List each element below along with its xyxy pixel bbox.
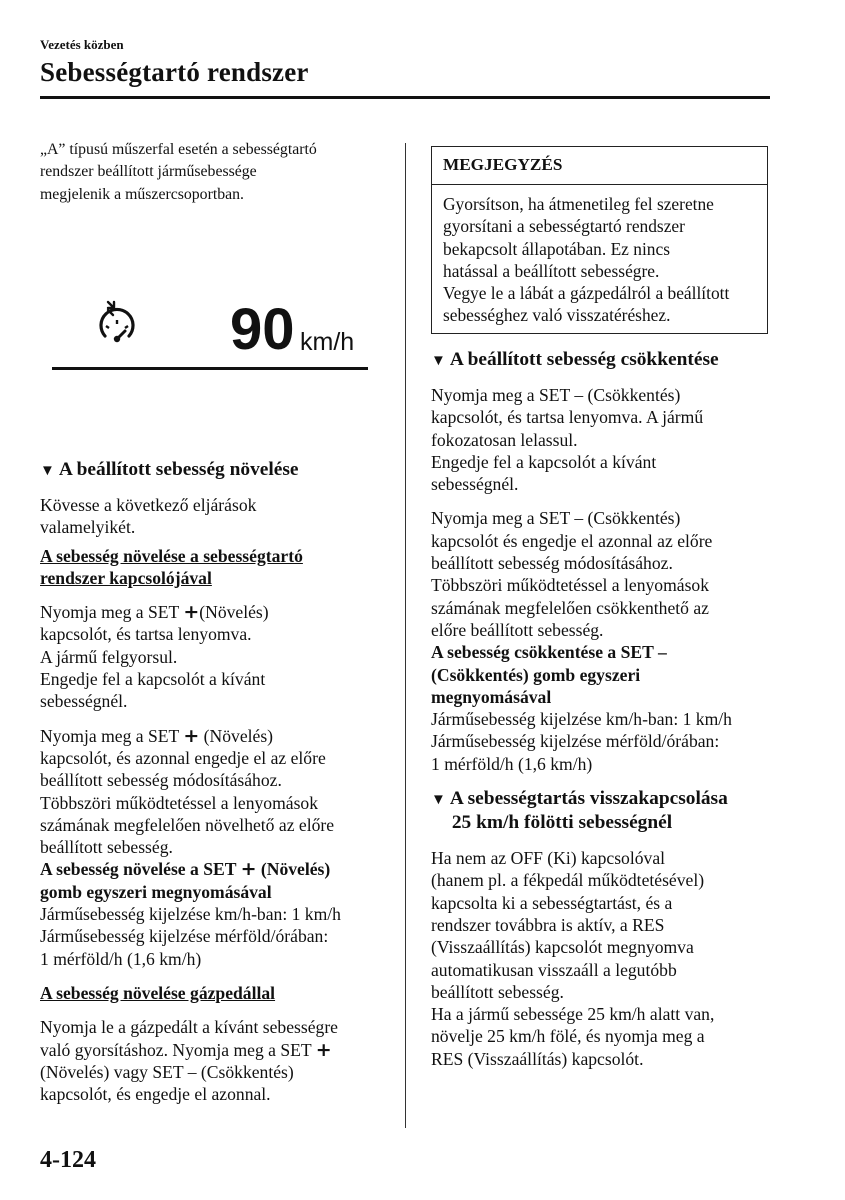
note-title: MEGJEGYZÉS (432, 147, 767, 185)
set-speed-unit: km/h (300, 328, 355, 356)
intro-text: „A” típusú műszerfal esetén a sebességtartó rendszer beállított járműsebessége megjelenik a műszercsoportban. (40, 141, 317, 203)
left-column-body: ▼ A beállított sebesség növelése Kövesse a következő eljárások valamelyikét. A sebesség növelése a sebességtartó rendszer kapcsolójával Nyomja meg a SET +(Növelés) kapcsolót, és tartsa lenyomva. A jármű felgyorsul. Engedje fel a kapcsolót a kívánt sebességnél. Nyomja meg a SET + (Növelés) kapcsolót, és azonnal engedje el az előre beállított sebesség módosításához. Többszöri működtetéssel a lenyomások számának megfelelően növelhető az előre beállított sebesség. A sebesség növelése a SET + (Növelés) gomb egyszeri megnyomásával Járműsebesség kijelzése km/h-ban: 1 km/h Járműsebesség kijelzése mérföld/órában: 1 mérföld/h (1,6 km/h) A sebesség növelése gázpedállal Nyomja le a gázpedált a kívánt sebességre való gyorsításhoz. Nyomja meg a SET + (Növelés) vagy SET – (Csökkentés) kapcsolót, és engedje el azonnal. (40, 458, 380, 1105)
left-column (40, 139, 380, 206)
speed-display (52, 298, 368, 370)
triangle-marker-icon: ▼ (431, 353, 446, 369)
p3-line2: való gyorsításhoz. Nyomja meg a SET + (40, 1038, 332, 1061)
heading-decrease: ▼ A beállított sebesség csökkentése (431, 348, 776, 372)
heading-resume: ▼ A sebességtartás visszakapcsolása 25 km/h fölötti sebességnél (431, 788, 728, 834)
plus-symbol-icon: + (240, 858, 257, 881)
bold-block-line1: A sebesség növelése a SET + (Növelés) (40, 858, 331, 881)
note-box (431, 146, 768, 334)
subheading-pedal: A sebesség növelése gázpedállal (40, 982, 276, 1003)
heading-increase: ▼ A beállított sebesség növelése (40, 458, 380, 482)
plus-symbol-icon: + (183, 724, 200, 747)
note-body: Gyorsítson, ha átmenetileg fel szeretne gyorsítani a sebességtartó rendszer bekapcsolt állapotában. Ez nincs hatással a beállított sebességre. Vegye le a lábát a gázpedálról a beállított sebességhez való visszatéréshez. (443, 194, 730, 326)
cruise-control-gauge-icon (94, 298, 140, 358)
p2-line1: Nyomja meg a SET + (Növelés) (40, 724, 274, 747)
subheading-switch-2: rendszer kapcsolójával (40, 567, 212, 588)
column-divider (405, 143, 406, 1128)
display-rule (52, 367, 368, 370)
plus-symbol-icon: + (315, 1038, 332, 1061)
title-rule (40, 96, 770, 99)
triangle-marker-icon: ▼ (40, 463, 55, 479)
right-column: ▼ A beállított sebesség csökkentése Nyomja meg a SET – (Csökkentés) kapcsolót, és tartsa lenyomva. A jármű fokozatosan lelassul. Engedje fel a kapcsolót a kívánt sebességnél. Nyomja meg a SET – (Csökkentés) kapcsolót és engedje el azonnal az előre beállított sebesség módosításához. Többszöri működtetéssel a lenyomások számának megfelelően csökkenthető az előre beállított sebesség. A sebesség csökkentése a SET – (Csökkentés) gomb egyszeri megnyomásával Járműsebesség kijelzése km/h-ban: 1 km/h Járműsebesség kijelzése mérföld/órában: 1 mérföld/h (1,6 km/h) ▼ A sebességtartás visszakapcsolása 25 km/h fölötti sebességnél Ha nem az OFF (Ki) kapcsolóval (hanem pl. a fékpedál működtetésével) kapcsolta ki a sebességtartást, és a rendszer továbbra is aktív, a RES (Visszaállítás) kapcsolót megnyomva automatikusan visszaáll a legutóbb beállított sebesség. Ha a jármű sebessége 25 km/h alatt van, növelje 25 km/h fölé, és nyomja meg a RES (Visszaállítás) kapcsolót. (431, 348, 776, 1070)
subheading-switch: A sebesség növelése a sebességtartó (40, 545, 303, 566)
page-number: 4-124 (40, 1147, 96, 1173)
plus-symbol-icon: + (183, 601, 200, 624)
set-speed-value: 90 (230, 297, 295, 362)
section-label: Vezetés közben (40, 37, 124, 52)
page-title: Sebességtartó rendszer (40, 57, 309, 87)
triangle-marker-icon: ▼ (431, 792, 446, 809)
p1-line1: Nyomja meg a SET +(Növelés) (40, 601, 269, 624)
